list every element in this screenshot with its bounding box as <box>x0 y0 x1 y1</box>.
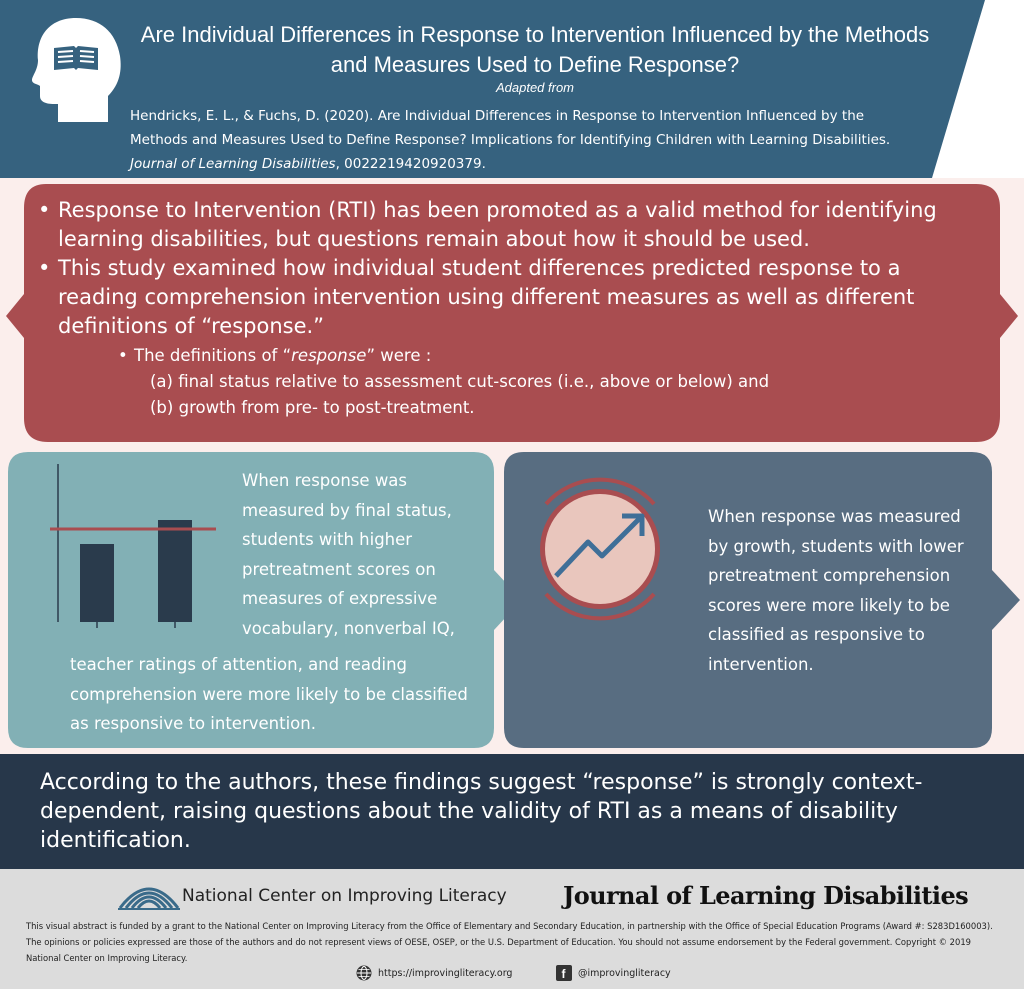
definitions-bullet <box>118 343 978 369</box>
citation-line-2: Methods and Measures Used to Define Response? Implications for Identifying Children with Learning Disabilities. <box>130 132 891 148</box>
header <box>0 0 1024 178</box>
chart-bar-2 <box>158 520 192 622</box>
svg-text:f: f <box>561 967 566 981</box>
funding-disclaimer: This visual abstract is funded by a grant to the National Center on Improving Literacy from the Office of Elementary and Secondary Education, in partnership with the Office of Special Education Programs (Award #: S283D160003). The opinions or policies expressed are those of the authors and do not represent views of OESE, OSEP, or the U.S. Department of Education. You should not assume endorsement by the Federal government. Copyright © 2019 National Center on Improving Literacy. <box>26 921 993 963</box>
final-status-text-top: When response was measured by final status, students with higher pretreatment scores on measures of expressive vocabulary, nonverbal IQ, <box>242 471 455 638</box>
summary-bullet-2: • This study examined how individual student differences predicted response to a reading comprehension intervention using different measures as well as different definitions of “response.” <box>38 254 978 341</box>
definition-a: (a) final status relative to assessment cut-scores (i.e., above or below) and <box>150 372 770 391</box>
trend-up-icon <box>532 470 668 628</box>
facebook-icon <box>556 965 572 981</box>
chart-bar-1 <box>80 544 114 622</box>
citation-doi: , 0022219420920379. <box>335 156 486 172</box>
website-url[interactable]: https://improvingliteracy.org <box>378 967 513 979</box>
citation <box>130 104 930 176</box>
citation-line-3 <box>130 152 930 176</box>
globe-icon <box>356 965 372 981</box>
growth-text: When response was measured by growth, students with lower pretreatment comprehension scores were more likely to be classified as responsive to intervention. <box>708 507 964 674</box>
adapted-from-label: Adapted from <box>495 80 575 95</box>
definitions-term: response <box>291 346 367 365</box>
conclusion-text: According to the authors, these findings suggest “response” is strongly context-dependent, raising questions about the validity of RTI as a means of disability identification. <box>40 770 923 853</box>
summary-text <box>38 196 978 421</box>
facebook-handle[interactable]: @improvingliteracy <box>578 967 671 979</box>
final-status-text-bottom: teacher ratings of attention, and reading comprehension were more likely to be classified as responsive to intervention. <box>70 655 468 733</box>
jld-logo-text[interactable]: Journal of Learning Disabilities <box>563 881 969 910</box>
definition-b: (b) growth from pre- to post-treatment. <box>150 398 475 417</box>
ncil-name[interactable]: National Center on Improving Literacy <box>182 886 507 906</box>
citation-line-1: Hendricks, E. L., & Fuchs, D. (2020). Are Individual Differences in Response to Intervention Influenced by the <box>130 108 865 124</box>
definitions-prefix: The definitions of “ <box>134 346 292 365</box>
head-book-icon <box>28 14 124 124</box>
bar-chart-icon <box>42 462 222 632</box>
ncil-logo-icon <box>118 878 180 910</box>
page-title: Are Individual Differences in Response to Intervention Influenced by the Methods and Measures Used to Define Response? <box>140 22 930 77</box>
facebook-link[interactable] <box>556 964 671 982</box>
definitions-suffix: ” were : <box>366 346 432 365</box>
journal-name: Journal of Learning Disabilities <box>130 156 336 172</box>
website-link[interactable] <box>356 964 512 982</box>
summary-bullet-1: • Response to Intervention (RTI) has been promoted as a valid method for identifying learning disabilities, but questions remain about how it should be used. <box>38 196 978 254</box>
